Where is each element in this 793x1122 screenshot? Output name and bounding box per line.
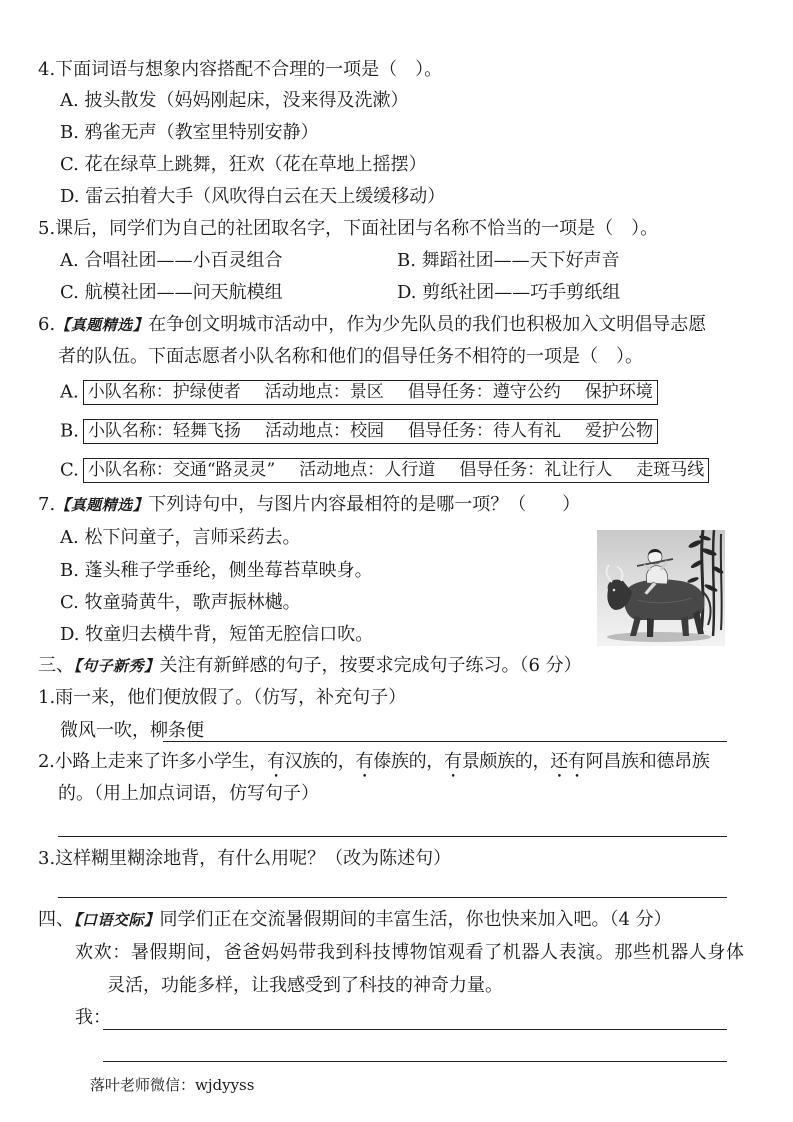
ox-rider-picture [597, 530, 725, 646]
dialogue-text: 暑假期间，爸爸妈妈带我到科技博物馆观看了机器人表演。那些机器人身体 [130, 942, 745, 963]
s3-q2-seg: 景颇族的， [461, 751, 551, 772]
s3-q1-prompt: 微风一吹，柳条便 [60, 720, 204, 741]
me-label: 我： [75, 1007, 111, 1028]
q6-option-a-box [83, 380, 658, 405]
task-field-extra: 爱护公物 [584, 421, 653, 441]
s3-q2-seg: 阿昌族和德昂族 [585, 751, 710, 772]
task-field-extra: 保护环境 [584, 382, 653, 402]
q7-option-b: B. 蓬头稚子学垂纶，侧坐莓苔草映身。 [60, 560, 373, 581]
me-answer-line-2 [103, 1061, 727, 1062]
s3-q2-dotted-word: 还有 [550, 751, 586, 772]
section3-tag: 【句子新秀】 [74, 657, 160, 675]
q7-text: 下列诗句中，与图片内容最相符的是哪一项？（ ） [148, 494, 581, 515]
task-field: 倡导任务：遵守公约 [407, 382, 561, 402]
q7-option-d: D. 牧童归去横牛背，短笛无腔信口吹。 [60, 624, 374, 645]
section3-heading [38, 654, 582, 678]
s3-q2-stem-line1 [38, 750, 710, 774]
q7-option-a: A. 松下问童子，言师采药去。 [60, 527, 301, 548]
s3-q3-answer-line [58, 897, 727, 898]
q4-option-b: B. 鸦雀无声（教室里特别安静） [60, 122, 319, 143]
section4-tag: 【口语交际】 [74, 911, 160, 929]
s3-q2-dotted-word: 有 [266, 751, 285, 772]
q4-option-d: D. 雷云拍着大手（风吹得白云在天上缓缓移动） [60, 186, 446, 207]
location-field: 活动地点：校园 [264, 421, 384, 441]
footer-contact: 落叶老师微信：wjdyyss [90, 1076, 255, 1094]
s3-q2-answer-line [58, 836, 727, 837]
s3-q3-stem: 3.这样糊里糊涂地背，有什么用呢？（改为陈述句） [38, 848, 452, 869]
s3-q2-dotted-word: 有 [355, 751, 374, 772]
section3-prefix: 三、 [38, 655, 74, 676]
task-field-extra: 走斑马线 [636, 460, 705, 480]
q6-option-b [60, 419, 658, 443]
q5-option-c: C. 航模社团——问天航模组 [60, 282, 283, 303]
q7-number: 7. [38, 494, 56, 515]
q6-option-a [60, 380, 658, 404]
q5-option-b: B. 舞蹈社团——天下好声音 [397, 250, 620, 271]
q5-option-a: A. 合唱社团——小百灵组合 [60, 250, 283, 271]
me-answer-line-1 [103, 1029, 727, 1030]
q4-option-a: A. 披头散发（妈妈刚起床，没来得及洗漱） [60, 90, 409, 111]
s3-q2-dotted-word: 有 [444, 751, 462, 772]
q7-tag: 【真题精选】 [55, 496, 149, 514]
q6-option-b-box [83, 419, 658, 444]
team-name-field: 小队名称：交通“路灵灵” [87, 460, 276, 480]
task-field: 倡导任务：待人有礼 [407, 421, 561, 441]
team-name-field: 小队名称：护绿使者 [87, 382, 241, 402]
section4-prefix: 四、 [38, 909, 74, 930]
dialogue-huanhuan-line1 [75, 941, 745, 965]
s3-q2-seg: 汉族的， [284, 751, 356, 772]
q4-option-c: C. 花在绿草上跳舞，狂欢（花在草地上摇摆） [60, 154, 427, 175]
q6-option-c-label: C. [60, 459, 79, 481]
task-field: 倡导任务：礼让行人 [459, 460, 613, 480]
q5-option-d: D. 剪纸社团——巧手剪纸组 [397, 282, 621, 303]
location-field: 活动地点：人行道 [299, 460, 436, 480]
s3-q1-stem: 1.雨一来，他们便放假了。（仿写，补充句子） [38, 687, 407, 708]
q7-stem [38, 493, 580, 517]
q4-stem: 4.下面词语与想象内容搭配不合理的一项是（ ）。 [38, 59, 443, 80]
section4-title: 同学们正在交流暑假期间的丰富生活，你也快来加入吧。（4 分） [159, 909, 672, 930]
q7-option-c: C. 牧童骑黄牛，歌声振林樾。 [60, 592, 301, 613]
ground-shadow [607, 632, 711, 642]
q6-option-a-label: A. [60, 381, 79, 403]
section3-title: 关注有新鲜感的句子，按要求完成句子练习。（6 分） [159, 655, 582, 676]
s3-q2-stem-line2: 的。（用上加点词语，仿写句子） [58, 783, 319, 804]
dialogue-huanhuan-line2: 灵活，功能多样，让我感受到了科技的神奇力量。 [107, 975, 503, 996]
speaker-label: 欢欢： [75, 942, 131, 963]
s3-q1-answer-line [163, 741, 727, 742]
q6-number: 6. [38, 314, 56, 335]
q6-option-b-label: B. [60, 420, 79, 442]
q5-stem: 5.课后，同学们为自己的社团取名字，下面社团与名称不恰当的一项是（ ）。 [38, 218, 659, 239]
q6-option-c [60, 458, 709, 482]
q6-stem-line2: 者的队伍。下面志愿者小队名称和他们的倡导任务不相符的一项是（ ）。 [58, 346, 643, 367]
location-field: 活动地点：景区 [264, 382, 384, 402]
q6-text-line1: 在争创文明城市活动中，作为少先队员的我们也积极加入文明倡导志愿 [148, 314, 707, 335]
team-name-field: 小队名称：轻舞飞扬 [87, 421, 241, 441]
s3-q2-seg: 傣族的， [373, 751, 445, 772]
section4-heading [38, 908, 672, 932]
q6-option-c-box [83, 458, 709, 483]
s3-q2-seg: 2.小路上走来了许多小学生， [38, 751, 267, 772]
q6-tag: 【真题精选】 [55, 316, 149, 334]
q6-stem-line1 [38, 313, 706, 337]
